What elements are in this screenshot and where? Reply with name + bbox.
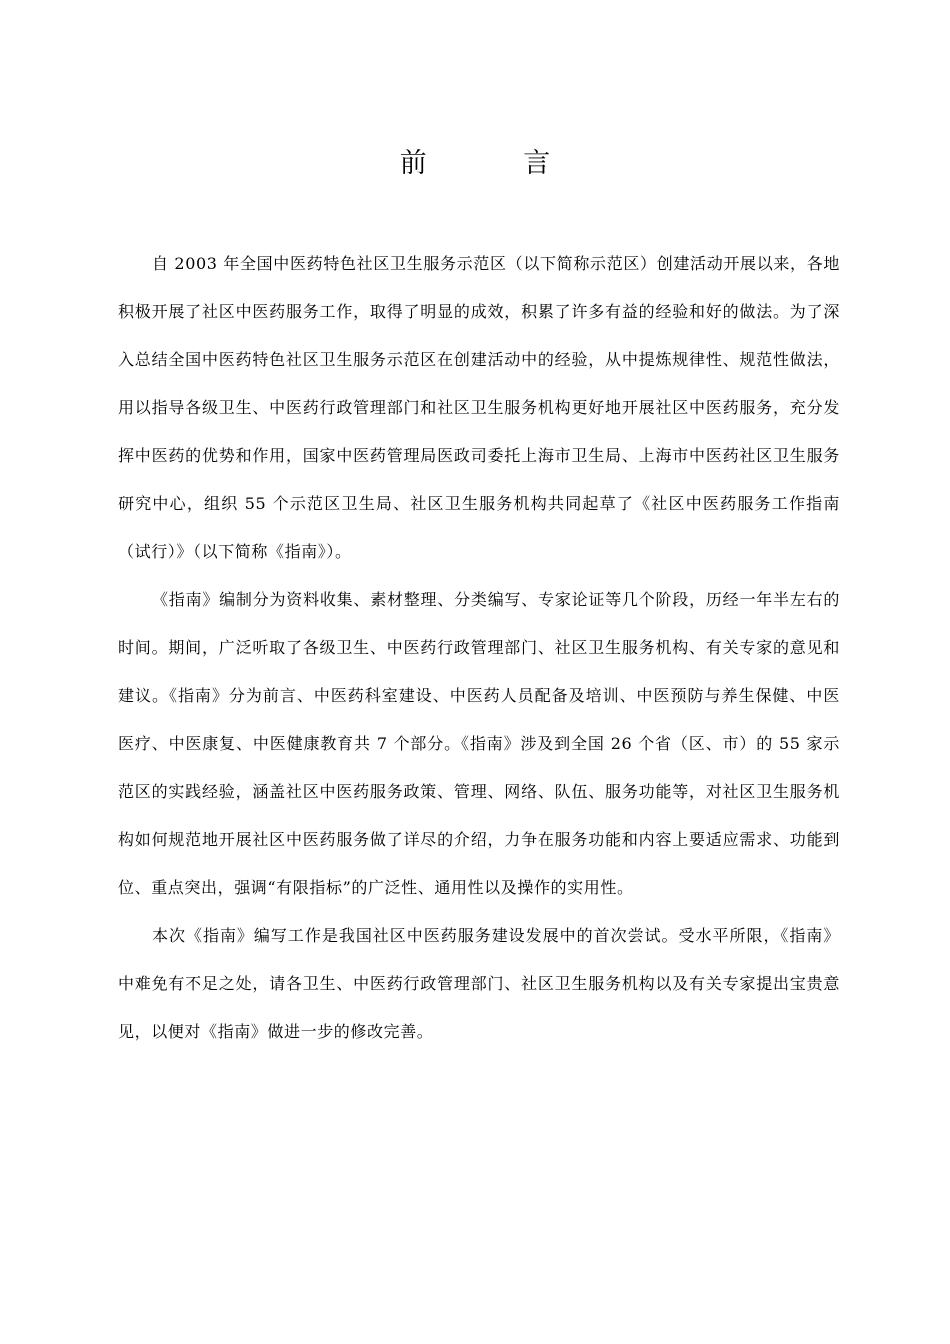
paragraph-3: 本次《指南》编写工作是我国社区中医药服务建设发展中的首次尝试。受水平所限，《指南》中难免有不足之处，请各卫生、中医药行政管理部门、社区卫生服务机构以及有关专家提出宝贵意见，以便对《指南》做进一步的修改完善。: [118, 926, 840, 1041]
preface-body: [118, 240, 840, 1056]
page-title: 前 言: [399, 148, 595, 179]
paragraph-1: 自 2003 年全国中医药特色社区卫生服务示范区（以下简称示范区）创建活动开展以来，各地积极开展了社区中医药服务工作，取得了明显的成效，积累了许多有益的经验和好的做法。为了深入总结全国中医药特色社区卫生服务示范区在创建活动中的经验，从中提炼规律性、规范性做法，用以指导各级卫生、中医药行政管理部门和社区卫生服务机构更好地开展社区中医药服务，充分发挥中医药的优势和作用，国家中医药管理局医政司委托上海市卫生局、上海市中医药社区卫生服务研究中心，组织 55 个示范区卫生局、社区卫生服务机构共同起草了《社区中医药服务工作指南（试行）》（以下简称《指南》）。: [118, 254, 840, 561]
paragraph-2: 《指南》编制分为资料收集、素材整理、分类编写、专家论证等几个阶段，历经一年半左右的时间。期间，广泛听取了各级卫生、中医药行政管理部门、社区卫生服务机构、有关专家的意见和建议。《指南》分为前言、中医药科室建设、中医药人员配备及培训、中医预防与养生保健、中医医疗、中医康复、中医健康教育共 7 个部分。《指南》涉及到全国 26 个省（区、市）的 55 家示范区的实践经验，涵盖社区中医药服务政策、管理、网络、队伍、服务功能等，对社区卫生服务机构如何规范地开展社区中医药服务做了详尽的介绍，力争在服务功能和内容上要适应需求、功能到位、重点突出，强调“有限指标”的广泛性、通用性以及操作的实用性。: [118, 590, 840, 897]
